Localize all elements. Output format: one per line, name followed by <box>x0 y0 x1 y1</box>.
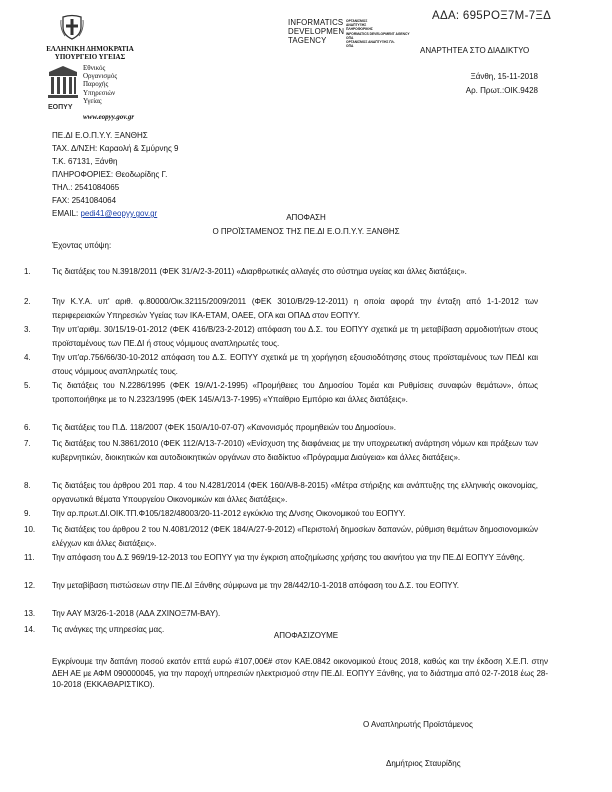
email-link[interactable]: pedi41@eopyy.gov.gr <box>80 209 158 218</box>
eopyy-logo-text: ΕΟΠΥΥ <box>48 104 73 111</box>
signature-name: Δημήτριος Σταυρίδης <box>386 759 461 768</box>
eopyy-tagline: Εθνικός Οργανισμός Παροχής Υπηρεσιών Υγείας <box>83 64 118 105</box>
sender-block: ΠΕ.ΔΙ Ε.Ο.Π.Υ.Υ. ΞΑΝΘΗΣ ΤΑΧ. Δ/ΝΣΗ: Καραολή & Σμύρνης 9 Τ.Κ. 67131, Ξάνθη ΠΛΗΡΟΦΟΡΙΕΣ: Θεοδωρίδης Γ. ΤΗΛ.: 2541084065 FAX: 2541084064 EMAIL: pedi41@eopyy.gov.gr <box>52 131 179 218</box>
decision-body-text: Εγκρίνουμε την δαπάνη ποσού εκατόν επτά ευρώ #107,00€# στον ΚΑΕ.0842 οικονομικού έτους 2018, καθώς και την έκδοση Χ.Ε.Π. στην ΔΕΗ ΑΕ με ΑΦΜ 090000045, για την παροχή υπηρεσιών ηλεκτρισμού στην ΠΕ.ΔΙ. ΕΟΠΥΥ Ξάνθης, για το διάστημα από 02-7-2018 έως 28-10-2018 (ΕΚΚΑΘΑΡΙΣΤΙΚΟ). <box>52 657 548 689</box>
greek-emblem-icon <box>60 14 84 40</box>
protocol-number: Αρ. Πρωτ.:ΟΙΚ.9428 <box>465 86 538 95</box>
ada-code: ΑΔΑ: 695ΡΟΞ7Μ-7ΞΔ <box>432 10 552 22</box>
document-page: ΑΔΑ: 695ΡΟΞ7Μ-7ΞΔ ΕΛΛΗΝΙΚΗ ΔΗΜΟΚΡΑΤΙΑ ΥΠΟΥΡΓΕΙΟ ΥΓΕΙΑΣ ΕΟΠΥΥ Εθνικός Οργανισμός Παροχής Υπηρεσιών Υγείας www.eopyy.gov.gr INFORMATICS DEVELOPMEN TAGENCY ΟΡΓΑΝΙΣΜΟΣ ΑΝΑΠΤΥΞΗΣ ΠΛΗΡΟΦΟΡΙΚΗΣ INFORMATICS DEVELOPMENT AGENCY ΟΠΑ ΟΡΓΑΝΙΣΜΟΣ ΑΝΑΠΤΥΞΗΣ ΠΛ. ΟΠΑ ΑΝΑΡΤΗΤΕΑ ΣΤΟ ΔΙΑΔΙΚΤΥΟ Ξάνθη, 15-11-2018 Αρ. Πρωτ.:ΟΙΚ.9428 ΠΕ.ΔΙ Ε.Ο.Π.Υ.Υ. ΞΑΝΘΗΣ ΤΑΧ. Δ/ΝΣΗ: Καραολή & Σμύρνης 9 Τ.Κ. 67131, Ξάνθη ΠΛΗΡΟΦΟΡΙΕΣ: Θεοδωρίδης Γ. ΤΗΛ.: 2541084065 FAX: 2541084064 EMAIL: pedi41@eopyy.gov.gr ΑΠΟΦΑΣΗ Ο ΠΡΟΪΣΤΑΜΕΝΟΣ ΤΗΣ ΠΕ.ΔΙ Ε.Ο.Π.Υ.Υ. ΞΑΝΘΗΣ Έχοντας υπόψη: 1. Τις διατάξεις του Ν.3918/2011 (ΦΕΚ 31/Α/2-3-2011) «Διαρθρωτικές αλλαγές στο σύστημα υγείας και άλλες διατάξεις». 2. Την Κ.Υ.Α. υπ' αριθ. φ.80000/Οικ.32115/2009/2011 (ΦΕΚ 3010/Β/29-12-2011) η οποία αφορά την ένταξη από 1-1-2012 των περιφερειακών Υπηρεσιών Υγείας των ΙΚΑ-ΕΤΑΜ, ΟΑΕΕ, ΟΓΑ και ΟΠΑΔ στον ΕΟΠΥΥ. 3. Την υπ'αριθμ. 30/15/19-01-2012 (ΦΕΚ 416/Β/23-2-2012) απόφαση του Δ.Σ. του ΕΟΠΥΥ σχετικά με τη μεταβίβαση αρμοδιοτήτων στους προϊσταμένους των ΠΕ.ΔΙ ή στους νόμιμους αναπληρωτές τους. 4. Την υπ'αρ.756/66/30-10-2012 απόφαση του Δ.Σ. ΕΟΠΥΥ σχετικά με τη χορήγηση εξουσιοδότησης στους προϊσταμένους των ΠΕΔΙ και στους νόμιμους αναπληρωτές τους. 5. Τις διατάξεις του Ν.2286/1995 (ΦΕΚ 19/Α/1-2-1995) «Προμήθειες του Δημοσίου Τομέα και Ρυθμίσεις συναφών θεμάτων», όπως τροποποιήθηκε με το Ν.2323/1995 (ΦΕΚ 145/Α/13-7-1995) «Υπαίθριο Εμπόριο και άλλες διατάξεις». 6. Τις διατάξεις του Π.Δ. 118/2007 (ΦΕΚ 150/Α/10-07-07) «Κανονισμός προμηθειών του Δημοσίου». 7. Τις διατάξεις του Ν.3861/2010 (ΦΕΚ 112/Α/13-7-2010) «Ενίσχυση της διαφάνειας με την υποχρεωτική ανάρτηση νόμων και πράξεων των κυβερνητικών, διοικητικών και αυτοδιοικητικών οργάνων στο διαδίκτυο «Πρόγραμμα Διαύγεια» και άλλες διατάξεις». 8. Τις διατάξεις του άρθρου 201 παρ. 4 του Ν.4281/2014 (ΦΕΚ 160/Α/8-8-2015) «Μέτρα στήριξης και ανάπτυξης της ελληνικής οικονομίας, οργανωτικά θέματα Υπουργείου Οικονομικών και άλλες διατάξεις». 9. Την αρ.πρωτ.ΔΙ.ΟΙΚ.ΤΠ.Φ105/182/48003/20-11-2012 εγκύκλιο της Δ/νσης Οικονομικού του ΕΟΠΥΥ. 10. Τις διατάξεις του άρθρου 2 του Ν.4081/2012 (ΦΕΚ 184/Α/27-9-2012) «Περιστολή δημοσίων δαπανών, ρύθμιση θεμάτων δημοσιονομικών ελέγχων και άλλες διατάξεις». 11. Την απόφαση του Δ.Σ 969/19-12-2013 του ΕΟΠΥΥ για την έγκριση αποζημίωσης χρήσης του ακινήτου για την ΠΕ.ΔΙ ΕΟΠΥΥ Ξάνθης. 12. Την μεταβίβαση πιστώσεων στην ΠΕ.ΔΙ Ξάνθης σύμφωνα με την 28/442/10-1-2018 απόφαση του Δ.Σ. του ΕΟΠΥΥ. 13. Την ΑΑΥ Μ3/26-1-2018 (ΑΔΑ ΖΧΙΝΟΞ7Μ-ΒΑΥ). 14. Τις ανάγκες της υπηρεσίας μας. ΑΠΟΦΑΣΙΖΟΥΜΕ Εγκρίνουμε την δαπάνη ποσού εκατόν επτά ευρώ #107,00€# στον ΚΑΕ.0842 οικονομικού έτους 2018, καθώς και την έκδοση Χ.Ε.Π. στην ΔΕΗ ΑΕ με ΑΦΜ 090000045, για την παροχή υπηρεσιών ηλεκτρισμού στην ΠΕ.ΔΙ. ΕΟΠΥΥ Ξάνθης, για το διάστημα από 02-7-2018 έως 28-10-2018 (ΕΚΚΑΘΑΡΙΣΤΙΚΟ). Ο Αναπληρωτής Προϊστάμενος Δημήτριος Σταυρίδης <box>0 0 612 792</box>
decision-title: ΑΠΟΦΑΣΗ <box>286 213 326 222</box>
eopyy-url: www.eopyy.gov.gr <box>83 113 135 121</box>
posted-online-note: ΑΝΑΡΤΗΤΕΑ ΣΤΟ ΔΙΑΔΙΚΤΥΟ <box>420 46 530 55</box>
date-protocol-block <box>466 70 538 98</box>
signature-role: Ο Αναπληρωτής Προϊστάμενος <box>363 720 473 729</box>
approve-heading: ΑΠΟΦΑΣΙΖΟΥΜΕ <box>273 631 339 640</box>
ida-stamp-small-text: ΟΡΓΑΝΙΣΜΟΣ ΑΝΑΠΤΥΞΗΣ ΠΛΗΡΟΦΟΡΙΚΗΣ INFORMATICS DEVELOPMENT AGENCY ΟΠΑ ΟΡΓΑΝΙΣΜΟΣ ΑΝΑΠΤΥΞΗΣ ΠΛ. ΟΠΑ <box>346 19 410 49</box>
eopyy-logo-icon <box>46 66 80 104</box>
ministry-header: ΕΛΛΗΝΙΚΗ ΔΗΜΟΚΡΑΤΙΑ ΥΠΟΥΡΓΕΙΟ ΥΓΕΙΑΣ <box>46 45 134 61</box>
considering-heading: Έχοντας υπόψη: <box>52 241 112 250</box>
ida-stamp: INFORMATICS DEVELOPMEN TAGENCY <box>288 18 345 45</box>
decision-subtitle: Ο ΠΡΟΪΣΤΑΜΕΝΟΣ ΤΗΣ ΠΕ.ΔΙ Ε.Ο.Π.Υ.Υ. ΞΑΝΘΗΣ <box>212 227 400 236</box>
document-date: Ξάνθη, 15-11-2018 <box>470 72 538 81</box>
